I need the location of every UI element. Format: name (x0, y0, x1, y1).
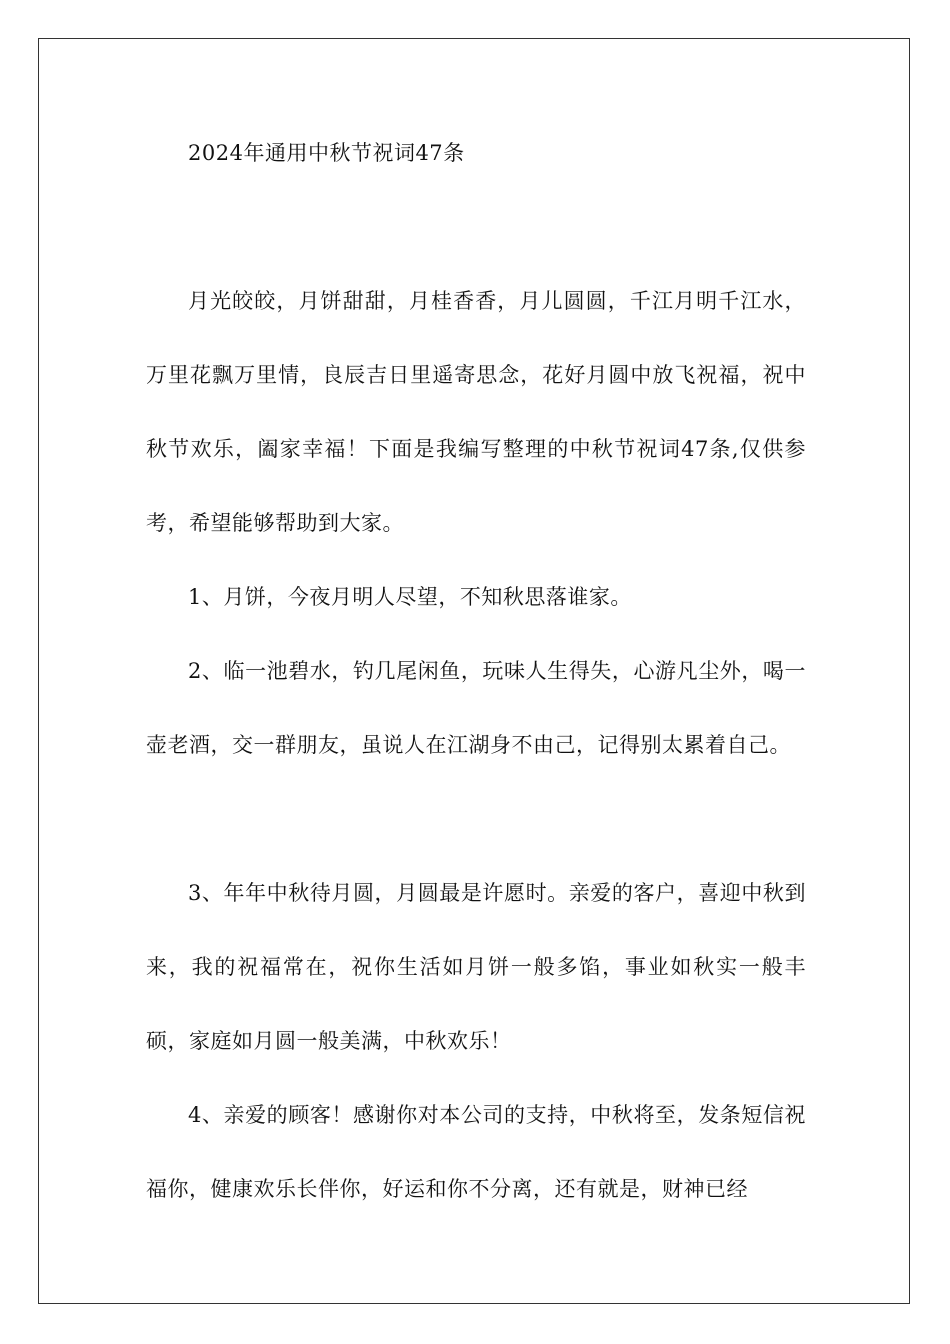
document-title: 2024年通用中秋节祝词47条 (188, 141, 465, 165)
list-item-1: 1、月饼，今夜月明人尽望，不知秋思落谁家。 (188, 585, 632, 609)
list-item-2: 2、临一池碧水，钓几尾闲鱼，玩味人生得失，心游凡尘外，喝一壶老酒，交一群朋友，虽说人在江湖身不由己，记得别太累着自己。 (146, 659, 806, 757)
list-item-4: 4、亲爱的顾客！感谢你对本公司的支持，中秋将至，发条短信祝福你，健康欢乐长伴你，好运和你不分离，还有就是，财神已经 (146, 1103, 806, 1201)
intro-paragraph: 月光皎皎，月饼甜甜，月桂香香，月儿圆圆，千江月明千江水，万里花飘万里情，良辰吉日里遥寄思念，花好月圆中放飞祝福，祝中秋节欢乐，阖家幸福！下面是我编写整理的中秋节祝词47条,仅供参考，希望能够帮助到大家。 (146, 289, 806, 535)
list-item-3: 3、年年中秋待月圆，月圆最是许愿时。亲爱的客户，喜迎中秋到来，我的祝福常在，祝你生活如月饼一般多馅，事业如秋实一般丰硕，家庭如月圆一般美满，中秋欢乐！ (146, 881, 806, 1053)
